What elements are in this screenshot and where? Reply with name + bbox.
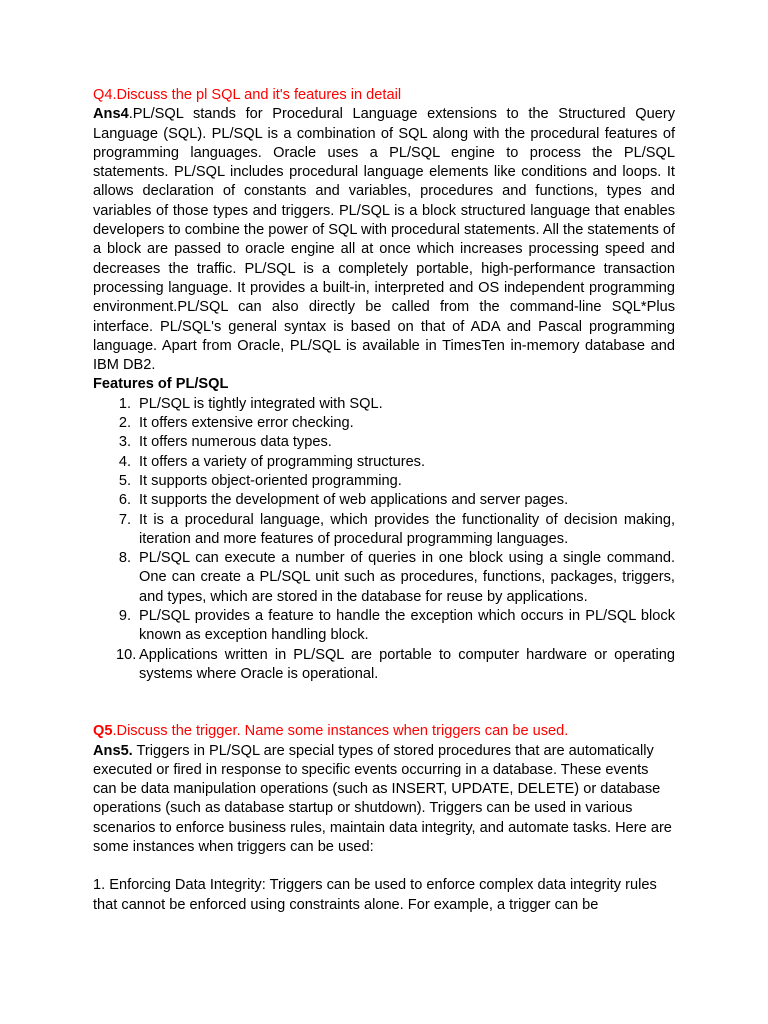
list-item-text: It supports object-oriented programming. — [139, 472, 402, 489]
list-item-number: 9. — [118, 608, 131, 625]
q4-answer-text: .PL/SQL stands for Procedural Language extensions to the Structured Query Language (SQL). PL/SQL is a combination of SQL along with the procedural features of programming languages. Oracle uses a PL/SQL engine to process the PL/SQL statements. PL/SQL includes procedural language elements like conditions and loops. It allows declaration of constants and variables, procedures and functions, types and variables of those types and triggers. PL/SQL is a block structured language that enables developers to combine the power of SQL with procedural statements. All the statements of a block are passed to oracle engine all at once which increases processing speed and decreases the traffic. PL/SQL is a completely portable, high-performance transaction processing language. It provides a built-in, interpreted and OS independent programming environment.PL/SQL can also directly be called from the command-line SQL*Plus interface. PL/SQL's general syntax is based on that of ADA and Pascal programming language. Apart from Oracle, PL/SQL is available in TimesTen in-memory database and IBM DB2. — [93, 106, 675, 374]
features-list — [93, 395, 675, 684]
q5-point-1: 1. Enforcing Data Integrity: Triggers can be used to enforce complex data integrity rules that cannot be enforced using constraints alone. For example, a trigger can be — [93, 877, 657, 913]
q5-title — [93, 722, 675, 741]
list-item-number: 8. — [118, 550, 131, 567]
q5-answer-text: Triggers in PL/SQL are special types of stored procedures that are automatically executed or fired in response to specific events occurring in a database. These events can be data manipulation operations (such as INSERT, UPDATE, DELETE) or database operations (such as database startup or shutdown). Triggers can be used in various scenarios to enforce business rules, maintain data integrity, and automate tasks. Here are some instances when triggers can be used: — [93, 742, 672, 855]
list-item — [93, 511, 675, 550]
list-item-text: It offers numerous data types. — [139, 434, 332, 451]
document-page — [93, 86, 675, 915]
list-item — [93, 607, 675, 646]
list-item-number: 6. — [118, 492, 131, 509]
list-item — [93, 414, 675, 433]
list-item — [93, 491, 675, 510]
list-item-text: It offers a variety of programming structures. — [139, 453, 426, 470]
q4-answer-label: Ans4 — [93, 106, 129, 123]
list-item-text: Applications written in PL/SQL are portable to computer hardware or operating systems where Oracle is operational. — [139, 646, 675, 682]
list-item-number: 5. — [118, 472, 131, 489]
list-item — [93, 646, 675, 685]
list-item — [93, 395, 675, 414]
list-item-number: 3. — [118, 434, 131, 451]
q5-answer-label: Ans5. — [93, 742, 133, 759]
paragraph-spacer — [93, 857, 675, 876]
q5-title-label: Q5 — [93, 723, 113, 740]
list-item-text: PL/SQL provides a feature to handle the exception which occurs in PL/SQL block known as exception handling block. — [139, 608, 675, 644]
q5-title-text: .Discuss the trigger. Name some instances when triggers can be used. — [112, 723, 569, 740]
q5-answer — [93, 742, 675, 858]
list-item — [93, 472, 675, 491]
list-item-text: PL/SQL is tightly integrated with SQL. — [139, 395, 383, 412]
list-item-text: PL/SQL can execute a number of queries in one block using a single command. One can create a PL/SQL unit such as procedures, functions, packages, triggers, and types, which are stored in the database for reuse by applications. — [139, 550, 675, 605]
list-item-text: It offers extensive error checking. — [139, 415, 354, 432]
list-item — [93, 549, 675, 607]
list-item-text: It is a procedural language, which provides the functionality of decision making, iteration and more features of procedural programming languages. — [139, 511, 675, 547]
list-item-number: 1. — [118, 395, 131, 412]
features-heading: Features of PL/SQL — [93, 376, 229, 393]
list-item-number: 10. — [116, 646, 137, 663]
q4-answer — [93, 105, 675, 375]
section-spacer — [93, 684, 675, 722]
list-item-number: 2. — [118, 415, 131, 432]
list-item — [93, 453, 675, 472]
list-item-number: 7. — [118, 511, 131, 528]
list-item — [93, 433, 675, 452]
list-item-text: It supports the development of web applications and server pages. — [139, 492, 569, 509]
list-item-number: 4. — [118, 453, 131, 470]
q4-title: Q4.Discuss the pl SQL and it's features in detail — [93, 87, 402, 103]
